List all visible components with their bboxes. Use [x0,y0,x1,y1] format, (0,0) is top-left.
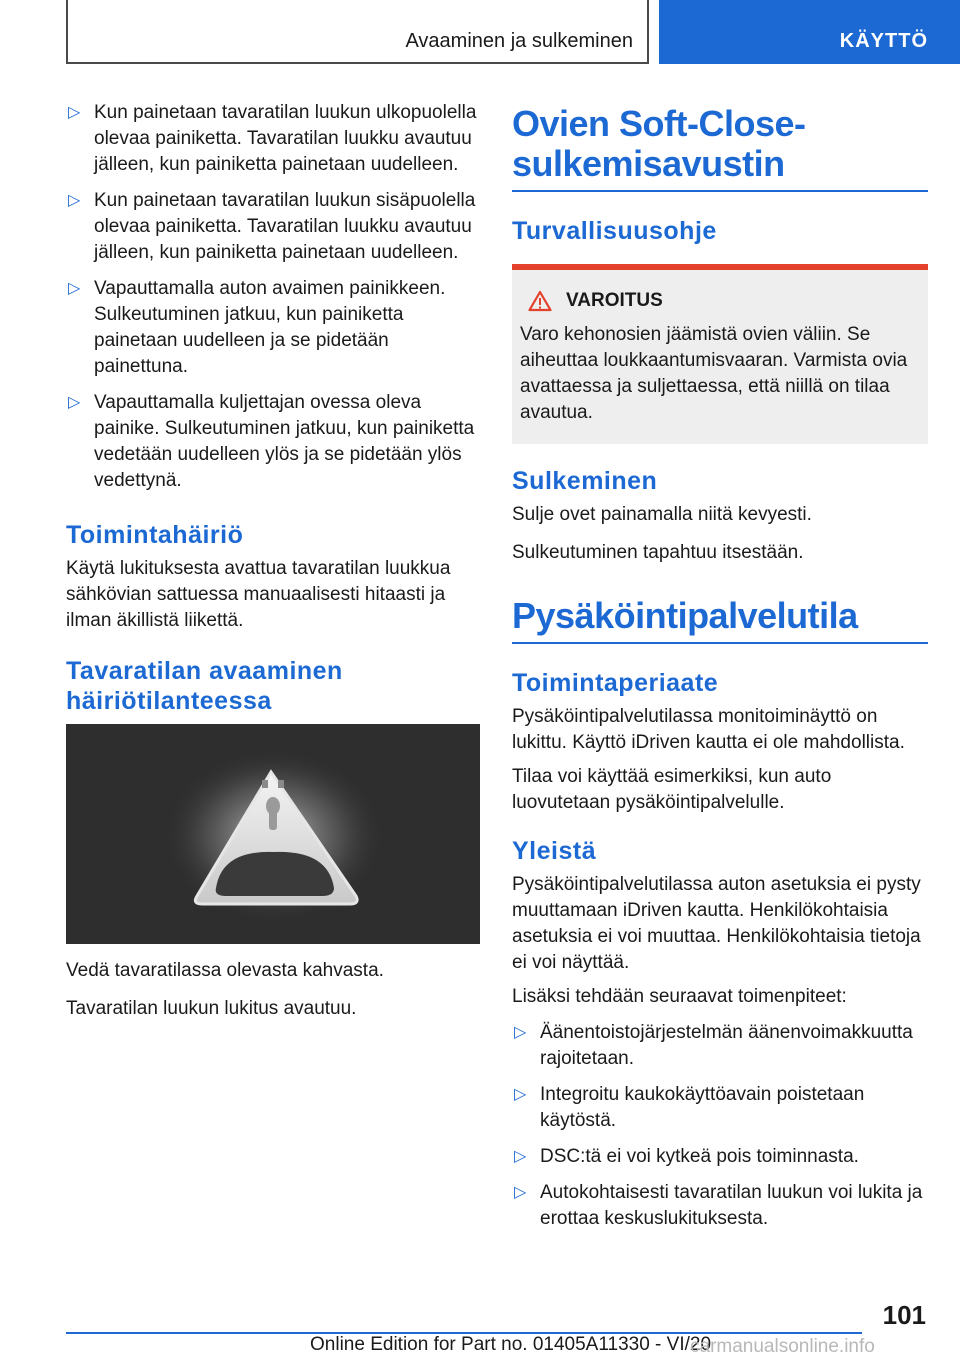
list-item: ▷ Vapauttamalla kuljettajan ovessa oleva painike. Sulkeutuminen jatkuu, kun painiketta vedetään uudelleen ylös ja se pidetään ylös vedettynä. [68,392,475,491]
softclose-title: Ovien Soft-Close-sulkemisavustin [512,103,806,184]
principle-text-2: Tilaa voi käyttää esimerkiksi, kun auto luovutetaan pysäköintipalvelulle. [512,766,832,813]
warning-label: VAROITUS [566,290,663,311]
list-item: ▷ Kun painetaan tavaratilan luukun sisäpuolella olevaa painiketta. Tavaratilan luukku avautuu jälleen, kun painiketta painetaan uudelleen. [68,190,476,263]
emergency-caption-1: Vedä tavaratilassa olevasta kahvasta. [66,960,384,981]
closing-text-2: Sulkeutuminen tapahtuu itsestään. [512,542,804,563]
general-heading: Yleistä [512,837,597,865]
list-item: ▷ Autokohtaisesti tavaratilan luukun voi lukita ja erottaa keskuslukituksesta. [514,1182,923,1229]
triangle-bullet-icon: ▷ [68,104,81,121]
triangle-bullet-icon: ▷ [514,1024,527,1041]
triangle-bullet-icon: ▷ [514,1086,527,1103]
list-item: ▷ Vapauttamalla auton avaimen painikkeen. Sulkeutuminen jatkuu, kun painiketta painetaan uudelleen ja se pidetään painettuna. [68,278,446,377]
header-section [66,0,649,64]
malfunction-heading: Toimintahäiriö [66,521,244,549]
header-section-title: Avaaminen ja sulkeminen [405,30,633,52]
triangle-bullet-icon: ▷ [514,1184,527,1201]
principle-text-1: Pysäköintipalvelutilassa monitoiminäyttö on lukittu. Käyttö iDriven kautta ei ole mahdollista. [512,706,905,753]
closing-text-1: Sulje ovet painamalla niitä kevyesti. [512,504,812,525]
bullet-list [66,100,480,494]
edition-text: Online Edition for Part no. 01405A11330 - VI/20 [310,1334,712,1355]
list-item: ▷ Kun painetaan tavaratilan luukun ulkopuolella olevaa painiketta. Tavaratilan luukku avautuu jälleen, kun painiketta painetaan uudelleen. [68,102,477,175]
list-item: ▷ Äänentoistojärjestelmän äänenvoimakkuutta rajoitetaan. [514,1022,913,1069]
safety-heading: Turvallisuusohje [512,217,717,245]
triangle-bullet-icon: ▷ [68,192,81,209]
header-chapter-title: KÄYTTÖ [839,30,928,52]
measures-list [512,1020,928,1232]
valet-title-rule [512,642,928,644]
trunk-handle-photo [66,724,480,944]
left-column [66,100,480,1030]
general-text-2: Lisäksi tehdään seuraavat toimenpiteet: [512,986,847,1007]
trunk-handle-icon [66,724,480,944]
warning-box [512,264,928,444]
warning-triangle-icon [528,290,552,312]
triangle-bullet-icon: ▷ [68,280,81,297]
valet-title: Pysäköintipalvelutila [512,595,858,636]
triangle-bullet-icon: ▷ [514,1148,527,1165]
general-text-1: Pysäköintipalvelutilassa auton asetuksia ei pysty muuttamaan iDriven kautta. Henkilökohtaisia asetuksia ei voi muuttaa. Henkilökohtaisia tietoja ei voi näyttää. [512,874,921,973]
title-rule [512,190,928,192]
warning-text: Varo kehonosien jäämistä ovien väliin. Se aiheuttaa loukkaantumisvaaran. Varmista ovia avattaessa ja suljettaessa, että niillä on tilaa avautua. [520,324,908,423]
header-chapter [659,0,960,64]
malfunction-text: Käytä lukituksesta avattua tavaratilan luukkua sähkövian sattuessa manuaalisesti hitaasti ja ilman äkillistä liikettä. [66,558,451,631]
list-item: ▷ DSC:tä ei voi kytkeä pois toiminnasta. [512,1144,928,1170]
triangle-bullet-icon: ▷ [68,394,81,411]
principle-heading: Toimintaperiaate [512,669,719,697]
emergency-caption-2: Tavaratilan luukun lukitus avautuu. [66,998,357,1019]
list-item: ▷ Integroitu kaukokäyttöavain poistetaan käytöstä. [514,1084,865,1131]
page-number: 101 [882,1300,926,1330]
closing-heading: Sulkeminen [512,467,658,495]
warning-title [520,290,918,312]
right-column [512,100,928,1242]
watermark: carmanualsonline.info [690,1336,875,1357]
emergency-heading: Tavaratilan avaaminen häiriötilanteessa [66,657,343,715]
